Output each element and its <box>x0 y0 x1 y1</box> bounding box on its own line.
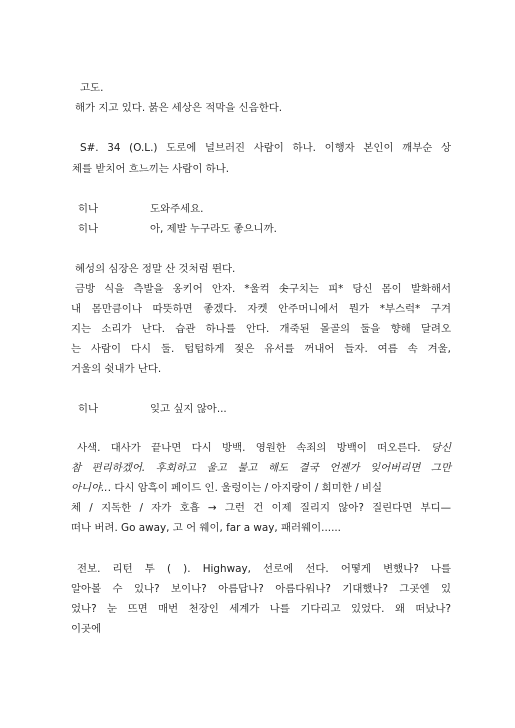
dialog-line: 잊고 싶지 않아... <box>150 403 227 415</box>
italic-span: 당신 <box>430 442 451 454</box>
speaker-label: 히나 <box>78 203 99 215</box>
text-line: 내 몸만큼이나 따뜻하면 좋겠다. 자켓 안주머니에서 뭔가 *부스럭* 구겨 <box>71 303 451 315</box>
text-line: 참 편리하겠어. 후회하고 울고 불고 해도 결국 언젠가 잊어버리면 그만 <box>71 462 451 474</box>
text-line: 지는 소리가 난다. 습관 하나를 안다. 개죽된 몰골의 둘을 향해 달려오 <box>71 323 451 335</box>
text-line: 체 / 지독한 / 자가 호흡 → 그런 건 이제 질리지 않아? 질린다면 부디— <box>71 502 451 514</box>
text-line <box>71 481 382 495</box>
text-line: 해가 지고 있다. 붉은 세상은 적막을 신음한다. <box>75 102 283 114</box>
dialog-line: 도와주세요. <box>150 203 204 215</box>
text-line: 는 사람이 다시 둘. 텁텁하게 젖은 유서를 꺼내어 들자. 여름 속 겨울, <box>71 343 451 355</box>
text-line: 혜성의 심장은 정말 산 것처럼 뛴다. <box>75 263 236 275</box>
text-line: 이곳에 <box>71 623 102 635</box>
text-line: 전보. 리턴 투 ( ). Highway, 선로에 선다. 어떻게 변했나? 나를 <box>77 563 451 575</box>
speaker-label: 히나 <box>78 403 99 415</box>
text-line <box>77 441 451 455</box>
text-line: 체를 받치어 흐느끼는 사람이 하나. <box>72 163 230 175</box>
text-line: S#. 34 (O.L.) 도로에 널브러진 사람이 하나. 이행자 본인이 깨부순 상 <box>80 142 451 154</box>
text-line: 떠나 버려. Go away, 고 어 웨이, far a way, 패러웨이...... <box>71 522 341 534</box>
text-line: 거울의 쉿내가 난다. <box>71 363 162 375</box>
text-line: 었나? 눈 뜨면 매번 천장인 세계가 나를 기다리고 있었다. 왜 떠났나? <box>71 603 451 615</box>
text-line: 고도. <box>80 82 104 94</box>
text-line: 알아볼 수 있나? 보이나? 아름답나? 아름다워나? 기대했나? 그곳엔 있 <box>71 583 451 595</box>
text-span: . 다시 암흑이 페이드 인. 울렁이는 / 아지랑이 / 희미한 / 비실 <box>107 482 382 494</box>
speaker-label: 히나 <box>78 223 99 235</box>
text-line: 금방 식을 측발을 옹키어 안자. *울컥 솟구치는 피* 당신 몸이 발화해서 <box>75 283 451 295</box>
italic-span: 아니야.. <box>71 482 108 494</box>
text-span: 사색. 대사가 끝나면 다시 방백. 영원한 속죄의 방백이 떠오른다. <box>77 442 431 454</box>
dialog-line: 아, 제발 누구라도 좋으니까. <box>150 223 277 235</box>
